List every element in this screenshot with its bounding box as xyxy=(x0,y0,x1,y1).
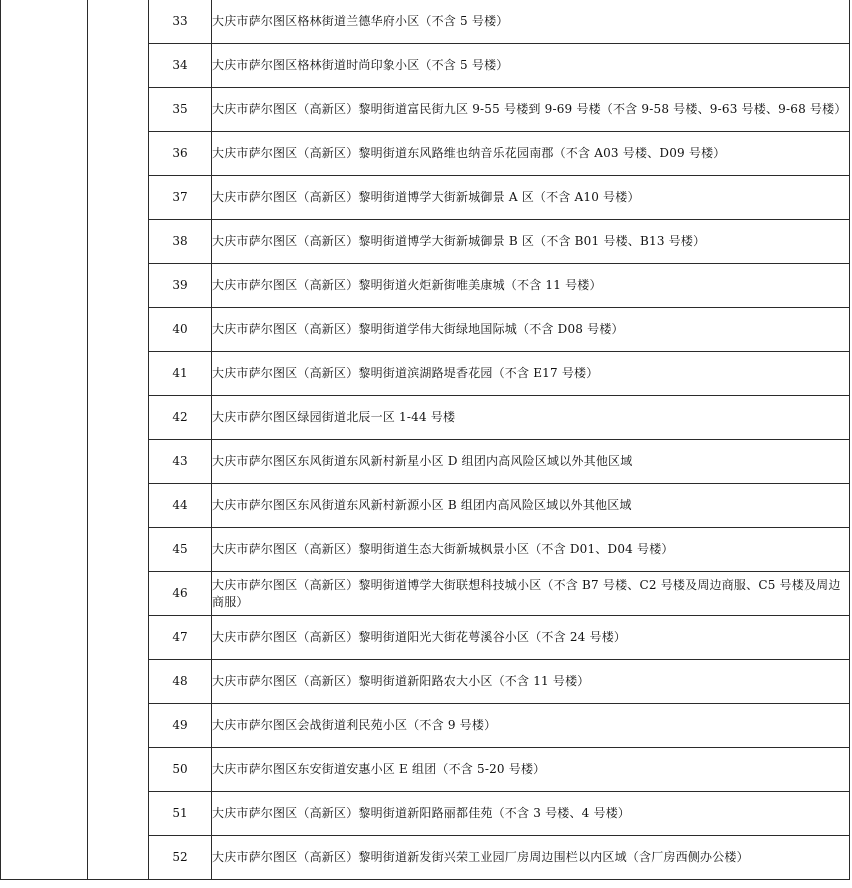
row-number: 41 xyxy=(149,352,212,396)
row-number: 51 xyxy=(149,792,212,836)
area-name: 大庆市萨尔图区（高新区）黎明街道火炬新街唯美康城（不含 11 号楼） xyxy=(212,264,850,308)
area-name: 大庆市萨尔图区（高新区）黎明街道生态大街新城枫景小区（不含 D01、D04 号楼） xyxy=(212,528,850,572)
row-number: 38 xyxy=(149,220,212,264)
area-name: 大庆市萨尔图区（高新区）黎明街道滨湖路堤香花园（不含 E17 号楼） xyxy=(212,352,850,396)
area-name: 大庆市萨尔图区（高新区）黎明街道阳光大街花萼溪谷小区（不含 24 号楼） xyxy=(212,616,850,660)
area-name: 大庆市萨尔图区（高新区）黎明街道博学大街新城御景 B 区（不含 B01 号楼、B13 号楼） xyxy=(212,220,850,264)
area-name: 大庆市萨尔图区（高新区）黎明街道学伟大街绿地国际城（不含 D08 号楼） xyxy=(212,308,850,352)
row-number: 34 xyxy=(149,44,212,88)
row-number: 39 xyxy=(149,264,212,308)
area-name: 大庆市萨尔图区东安街道安惠小区 E 组团（不含 5-20 号楼） xyxy=(212,748,850,792)
area-name: 大庆市萨尔图区东风街道东风新村新星小区 D 组团内高风险区域以外其他区域 xyxy=(212,440,850,484)
row-number: 46 xyxy=(149,572,212,616)
table-body xyxy=(1,0,850,880)
area-name: 大庆市萨尔图区格林街道兰德华府小区（不含 5 号楼） xyxy=(212,0,850,44)
area-name: 大庆市萨尔图区（高新区）黎明街道新阳路农大小区（不含 11 号楼） xyxy=(212,660,850,704)
row-number: 35 xyxy=(149,88,212,132)
merged-subcategory-cell xyxy=(88,0,149,880)
row-number: 47 xyxy=(149,616,212,660)
area-name: 大庆市萨尔图区（高新区）黎明街道富民街九区 9-55 号楼到 9-69 号楼（不含 9-58 号楼、9-63 号楼、9-68 号楼） xyxy=(212,88,850,132)
area-name: 大庆市萨尔图区绿园街道北辰一区 1-44 号楼 xyxy=(212,396,850,440)
row-number: 52 xyxy=(149,836,212,880)
row-number: 43 xyxy=(149,440,212,484)
area-name: 大庆市萨尔图区格林街道时尚印象小区（不含 5 号楼） xyxy=(212,44,850,88)
row-number: 42 xyxy=(149,396,212,440)
row-number: 36 xyxy=(149,132,212,176)
row-number: 44 xyxy=(149,484,212,528)
row-number: 33 xyxy=(149,0,212,44)
area-name: 大庆市萨尔图区（高新区）黎明街道博学大街新城御景 A 区（不含 A10 号楼） xyxy=(212,176,850,220)
area-name: 大庆市萨尔图区会战街道利民苑小区（不含 9 号楼） xyxy=(212,704,850,748)
area-name: 大庆市萨尔图区（高新区）黎明街道东风路维也纳音乐花园南郡（不含 A03 号楼、D09 号楼） xyxy=(212,132,850,176)
row-number: 45 xyxy=(149,528,212,572)
area-name: 大庆市萨尔图区（高新区）黎明街道新发街兴荣工业园厂房周边围栏以内区域（含厂房西侧办公楼） xyxy=(212,836,850,880)
area-name: 大庆市萨尔图区东风街道东风新村新源小区 B 组团内高风险区域以外其他区域 xyxy=(212,484,850,528)
area-name: 大庆市萨尔图区（高新区）黎明街道新阳路丽都佳苑（不含 3 号楼、4 号楼） xyxy=(212,792,850,836)
row-number: 37 xyxy=(149,176,212,220)
row-number: 40 xyxy=(149,308,212,352)
table-row xyxy=(1,0,850,44)
row-number: 49 xyxy=(149,704,212,748)
merged-category-cell xyxy=(1,0,88,880)
area-name: 大庆市萨尔图区（高新区）黎明街道博学大街联想科技城小区（不含 B7 号楼、C2 号楼及周边商服、C5 号楼及周边商服） xyxy=(212,572,850,616)
row-number: 50 xyxy=(149,748,212,792)
row-number: 48 xyxy=(149,660,212,704)
